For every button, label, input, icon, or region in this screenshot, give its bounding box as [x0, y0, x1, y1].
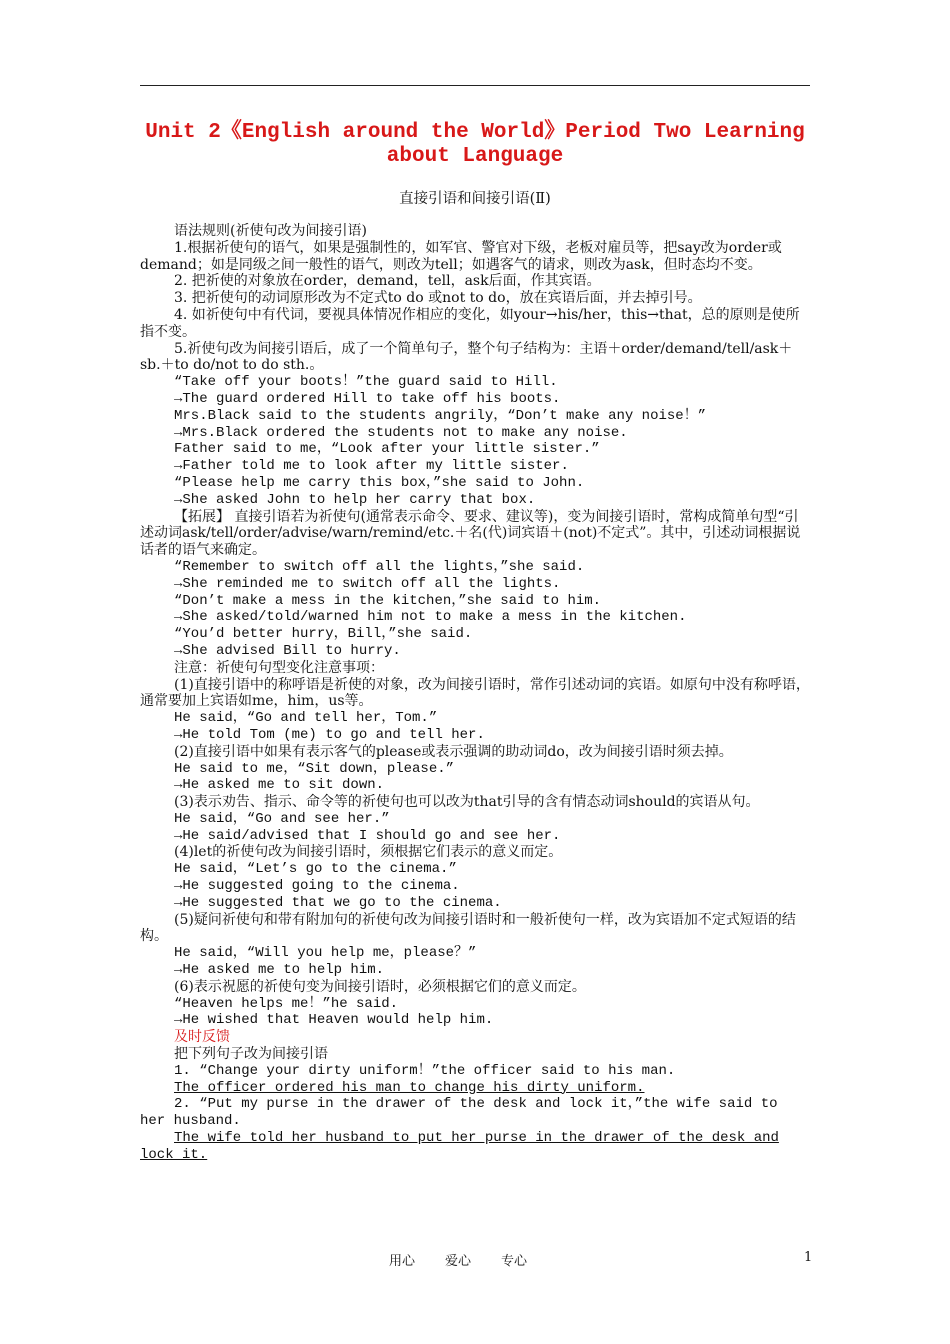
example-line: He said，“Go and see her.”: [174, 810, 390, 827]
text-paragraph: 【拓展】 直接引语若为祈使句(通常表示命令、要求、建议等)，变为间接引语时，常构成简单句型“引述动词ask/tell/order/advise/warn/remind/etc.＋名(代)词宾语＋(not)不定式”。其中，引述动词根据说话者的语气来确定。: [140, 508, 801, 559]
example-line: →He suggested going to the cinema.: [174, 878, 460, 895]
text-paragraph: (2)直接引语中如果有表示客气的please或表示强调的助动词do，改为间接引语时须去掉。: [174, 743, 733, 760]
text-paragraph: (3)表示劝告、指示、命令等的祈使句也可以改为that引导的含有情态动词should的宾语从句。: [174, 794, 760, 811]
example-line: →She asked John to help her carry that box.: [174, 491, 536, 508]
text-paragraph: 4. 如祈使句中有代词，要视具体情况作相应的变化，如your→his/her，this→that，总的原则是使所指不变。: [140, 306, 800, 340]
example-line: 1. “Change your dirty uniform！”the officer said to his man.: [174, 1062, 676, 1079]
footer-motto: [389, 1250, 557, 1269]
footer-motto-3: 专心: [501, 1254, 528, 1269]
example-line: 2. “Put my purse in the drawer of the desk and lock it，”the wife said to her husband.: [140, 1096, 778, 1130]
example-line: →The guard ordered Hill to take off his boots.: [174, 390, 561, 407]
text-paragraph: (6)表示祝愿的祈使句变为间接引语时，必须根据它们的意义而定。: [174, 978, 586, 995]
example-line: Father said to me，“Look after your little sister.”: [174, 441, 600, 458]
example-line: →Mrs.Black ordered the students not to make any noise.: [174, 424, 628, 441]
example-line: →Father told me to look after my little sister.: [174, 458, 569, 475]
text-paragraph: (1)直接引语中的称呼语是祈使的对象，改为间接引语时，常作引述动词的宾语。如原句中没有称呼语，通常要加上宾语如me，him，us等。: [140, 676, 810, 710]
example-line: →He asked me to sit down.: [174, 777, 385, 794]
text-paragraph: (5)疑问祈使句和带有附加句的祈使句改为间接引语时和一般祈使句一样，改为宾语加不定式短语的结构。: [140, 911, 796, 945]
text-paragraph: 2. 把祈使的对象放在order，demand，tell，ask后面，作其宾语。: [174, 273, 601, 290]
example-line: He said to me，“Sit down，please.”: [174, 760, 455, 777]
text-paragraph: (4)let的祈使句改为间接引语时，须根据它们表示的意义而定。: [174, 844, 563, 861]
example-line: “Please help me carry this box，”she said to John.: [174, 474, 585, 491]
example-line: “Remember to switch off all the lights，”she said.: [174, 558, 585, 575]
text-paragraph: 3. 把祈使句的动词原形改为不定式to do 或not to do，放在宾语后面，并去掉引号。: [174, 290, 702, 307]
example-line: →She advised Bill to hurry.: [174, 642, 401, 659]
example-line: →She reminded me to switch off all the lights.: [174, 575, 561, 592]
text-paragraph: 及时反馈: [174, 1029, 230, 1046]
example-line: →He asked me to help him.: [174, 962, 385, 979]
example-line: He said，“Will you help me，please？”: [174, 945, 477, 962]
example-line: →He said/advised that I should go and see her.: [174, 827, 561, 844]
header-rule: [140, 85, 810, 86]
example-line: →He wished that Heaven would help him.: [174, 1012, 494, 1029]
document-body: [140, 223, 810, 1164]
example-line: “Heaven helps me！”he said.: [174, 995, 399, 1012]
example-line: →He suggested that we go to the cinema.: [174, 894, 502, 911]
text-paragraph: 5.祈使句改为间接引语后，成了一个简单句子，整个句子结构为：主语＋order/demand/tell/ask＋sb.＋to do/not to do sth.。: [140, 340, 793, 374]
text-paragraph: 语法规则(祈使句改为间接引语): [174, 223, 367, 239]
answer-line: The officer ordered his man to change his dirty uniform.: [174, 1079, 645, 1096]
page-title: Unit 2《English around the World》Period Two Learning about Language: [145, 121, 805, 168]
footer-motto-2: 爱心: [445, 1254, 472, 1269]
example-line: “Don’t make a mess in the kitchen，”she said to him.: [174, 592, 602, 609]
example-line: He said，“Go and tell her，Tom.”: [174, 710, 438, 727]
answer-line: The wife told her husband to put her purse in the drawer of the desk and lock it.: [140, 1130, 779, 1163]
example-line: “Take off your boots！”the guard said to Hill.: [174, 374, 558, 391]
page-subtitle: 直接引语和间接引语(Ⅱ): [399, 191, 551, 207]
text-paragraph: 把下列句子改为间接引语: [174, 1046, 328, 1063]
example-line: →He told Tom (me) to go and tell her.: [174, 726, 485, 743]
example-line: Mrs.Black said to the students angrily，“Don’t make any noise！”: [174, 407, 707, 424]
footer-motto-1: 用心: [389, 1254, 416, 1269]
text-paragraph: 注意：祈使句句型变化注意事项：: [174, 659, 384, 676]
example-line: “You’d better hurry，Bill，”she said.: [174, 626, 473, 643]
page-number: 1: [804, 1250, 813, 1265]
text-paragraph: 1.根据祈使句的语气，如果是强制性的，如军官、警官对下级，老板对雇员等，把say改为order或demand；如是同级之间一般性的语气，则改为tell；如遇客气的请求，则改为ask，但时态均不变。: [140, 239, 782, 273]
example-line: He said，“Let’s go to the cinema.”: [174, 861, 457, 878]
example-line: →She asked/told/warned him not to make a mess in the kitchen.: [174, 609, 687, 626]
